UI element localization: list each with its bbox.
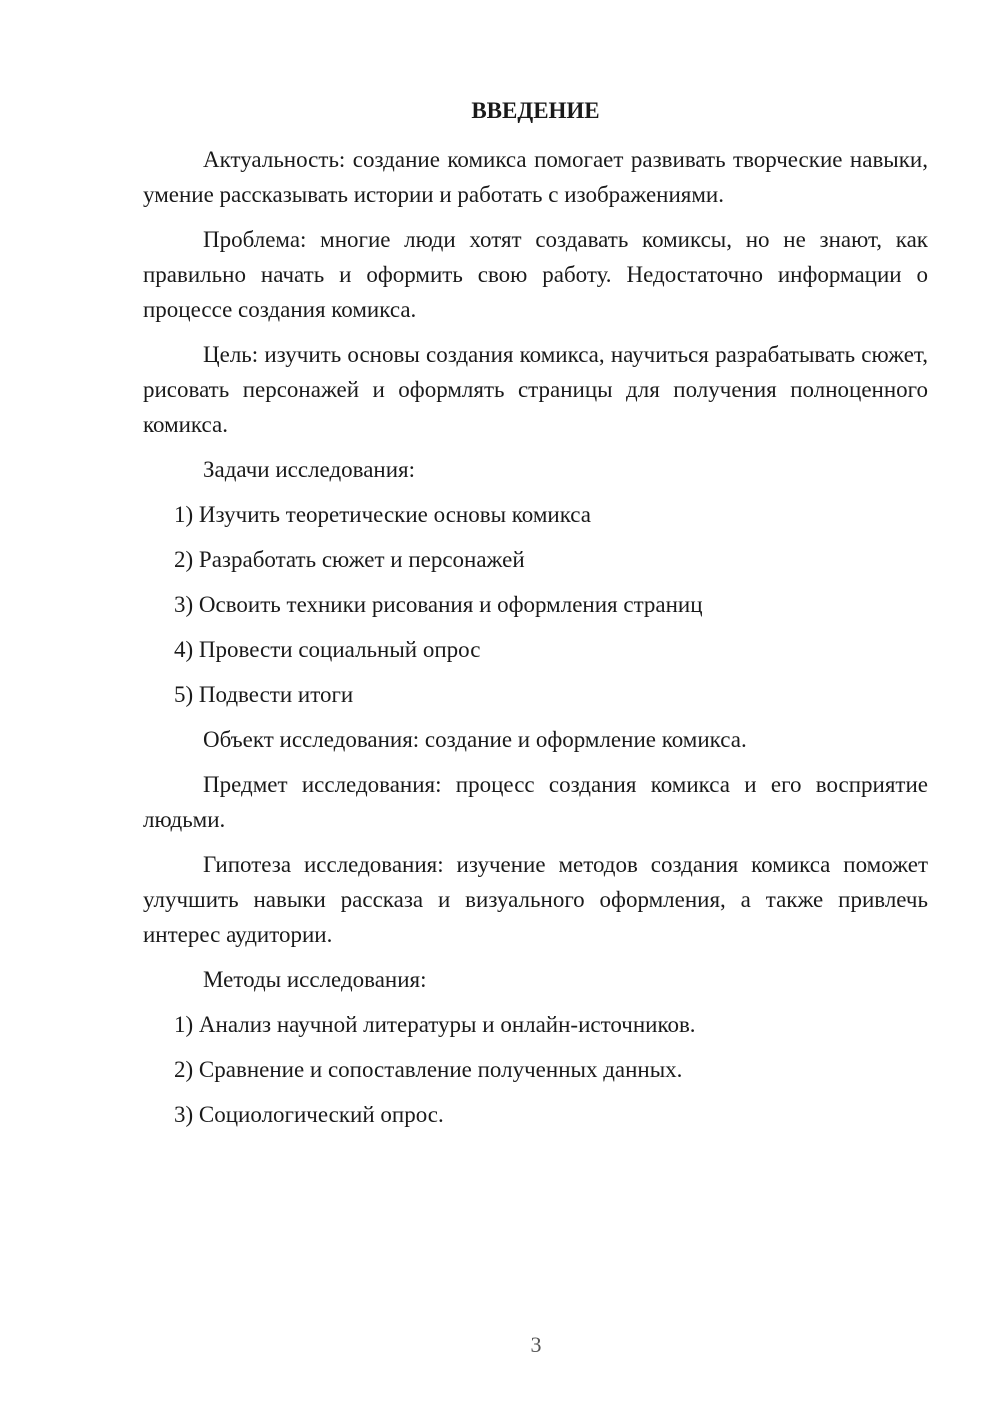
list-item: 1) Изучить теоретические основы комикса [174, 502, 591, 527]
page-title: ВВЕДЕНИЕ [471, 98, 600, 123]
tasks-heading: Задачи исследования: [203, 457, 416, 482]
list-item: 3) Освоить техники рисования и оформления страниц [174, 592, 703, 617]
list-item: 2) Разработать сюжет и персонажей [174, 547, 525, 572]
list-item: 2) Сравнение и сопоставление полученных данных. [174, 1057, 683, 1082]
paragraph-problem: Проблема: многие люди хотят создавать комиксы, но не знают, как правильно начать и оформить свою работу. Недостаточно информации о процессе создания комикса. [143, 227, 928, 322]
list-item: 4) Провести социальный опрос [174, 637, 481, 662]
list-item: 5) Подвести итоги [174, 682, 354, 707]
list-item: 3) Социологический опрос. [174, 1102, 444, 1127]
paragraph-goal: Цель: изучить основы создания комикса, научиться разрабатывать сюжет, рисовать персонажей и оформлять страницы для получения полноценного комикса. [143, 342, 928, 437]
tasks-list [143, 497, 928, 712]
methods-list [143, 1007, 928, 1132]
paragraph-subject: Предмет исследования: процесс создания комикса и его восприятие людьми. [143, 772, 928, 832]
list-item: 1) Анализ научной литературы и онлайн-источников. [174, 1012, 696, 1037]
paragraph-relevance: Актуальность: создание комикса помогает развивать творческие навыки, умение рассказывать истории и работать с изображениями. [143, 147, 928, 207]
paragraph-object: Объект исследования: создание и оформление комикса. [203, 727, 747, 752]
paragraph-hypothesis: Гипотеза исследования: изучение методов создания комикса поможет улучшить навыки рассказа и визуального оформления, а также привлечь интерес аудитории. [143, 852, 928, 947]
methods-heading: Методы исследования: [203, 967, 427, 992]
page-number: 3 [530, 1332, 542, 1357]
page-content [143, 96, 928, 1142]
